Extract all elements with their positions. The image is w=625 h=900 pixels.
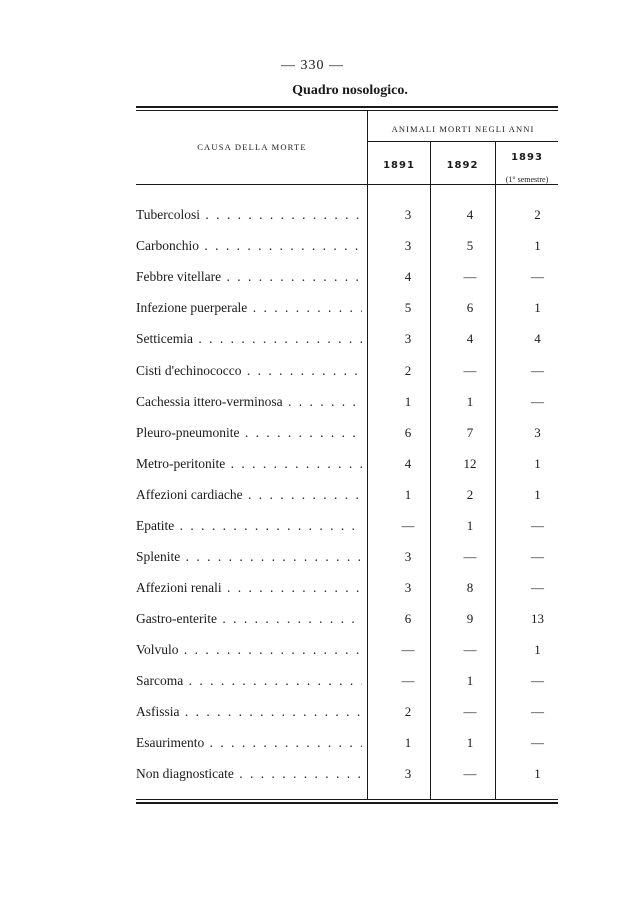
table-row — [0, 238, 625, 258]
value-1891: — — [401, 518, 415, 533]
value-1893: 1 — [534, 642, 541, 657]
value-1892: — — [463, 642, 477, 657]
cause-label: Splenite . . . — [136, 549, 362, 565]
value-1891: 6 — [404, 425, 412, 440]
cause-label: Affezioni renali . . . — [136, 580, 362, 596]
header-cause: CAUSA DELLA MORTE — [197, 142, 307, 152]
table-row — [0, 300, 625, 320]
group-underline — [368, 141, 558, 142]
value-1893: — — [531, 704, 544, 719]
table-row — [0, 735, 625, 755]
table-row — [0, 580, 625, 600]
value-1893: 1 — [534, 766, 541, 781]
value-1891: 6 — [404, 611, 412, 626]
value-1893: 4 — [534, 331, 541, 346]
value-1892: — — [463, 766, 477, 781]
table-row — [0, 331, 625, 351]
value-1893: 2 — [534, 207, 541, 222]
value-1891: 3 — [404, 549, 412, 564]
value-1892: 1 — [466, 673, 474, 688]
value-1891: 1 — [404, 394, 412, 409]
value-1891: 2 — [404, 704, 412, 719]
cause-label: Sarcoma . . . — [136, 673, 362, 689]
table-row — [0, 269, 625, 289]
value-1893: 1 — [534, 487, 541, 502]
value-1891: — — [401, 673, 415, 688]
value-1893: — — [531, 518, 544, 533]
value-1892: 4 — [466, 331, 474, 346]
header-year-group: ANIMALI MORTI NEGLI ANNI — [391, 124, 535, 134]
cause-label: Gastro-enterite . . . — [136, 611, 362, 627]
top-rule-thin — [136, 110, 558, 111]
table-row — [0, 518, 625, 538]
value-1893: — — [531, 735, 544, 750]
value-1893: 13 — [531, 611, 544, 626]
cause-label: Affezioni cardiache . . . — [136, 487, 362, 503]
cause-label: Tubercolosi . . . — [136, 207, 362, 223]
value-1892: 2 — [466, 487, 474, 502]
table-row — [0, 394, 625, 414]
value-1892: — — [463, 363, 477, 378]
value-1892: 12 — [463, 456, 477, 471]
table-title: Quadro nosologico. — [292, 83, 408, 98]
value-1891: 1 — [404, 735, 412, 750]
value-1893: — — [531, 673, 544, 688]
value-1892: 1 — [466, 518, 474, 533]
value-1892: 7 — [466, 425, 474, 440]
value-1891: 4 — [404, 269, 412, 284]
bottom-rule-thick — [136, 802, 558, 804]
value-1891: 3 — [404, 238, 412, 253]
header-year-1893-note: (1° semestre) — [505, 175, 549, 184]
value-1892: 1 — [466, 735, 474, 750]
header-year-1891: 1891 — [383, 160, 415, 171]
value-1891: — — [401, 642, 415, 657]
value-1891: 3 — [404, 766, 412, 781]
value-1891: 2 — [404, 363, 412, 378]
value-1892: 5 — [466, 238, 474, 253]
table-row — [0, 363, 625, 383]
cause-label: Cachessia ittero-verminosa . . . — [136, 394, 362, 410]
cause-label: Febbre vitellare . . . — [136, 269, 362, 285]
cause-label: Infezione puerperale . . . — [136, 300, 362, 316]
value-1893: 3 — [534, 425, 541, 440]
value-1892: 1 — [466, 394, 474, 409]
value-1891: 4 — [404, 456, 412, 471]
bottom-rule-thin — [136, 799, 558, 800]
top-rule-thick — [136, 106, 558, 108]
table-row — [0, 766, 625, 786]
table-row — [0, 673, 625, 693]
table-row — [0, 704, 625, 724]
header-year-1893: 1893 — [511, 152, 543, 163]
value-1892: 6 — [466, 300, 474, 315]
page-number: — 330 — — [281, 58, 344, 73]
table-row — [0, 549, 625, 569]
cause-label: Non diagnosticate . . . — [136, 766, 362, 782]
table-row — [0, 611, 625, 631]
cause-label: Epatite . . . — [136, 518, 362, 534]
value-1893: — — [531, 269, 544, 284]
cause-label: Cisti d'echinococco . . . — [136, 363, 362, 379]
value-1893: — — [531, 394, 544, 409]
value-1893: 1 — [534, 456, 541, 471]
cause-label: Metro-peritonite . . . — [136, 456, 362, 472]
cause-label: Asfissia . . . — [136, 704, 362, 720]
value-1893: — — [531, 580, 544, 595]
cause-label: Pleuro-pneumonite . . . — [136, 425, 362, 441]
table-row — [0, 207, 625, 227]
cause-label: Volvulo . . . — [136, 642, 362, 658]
value-1892: 9 — [466, 611, 474, 626]
value-1892: 4 — [466, 207, 474, 222]
value-1893: 1 — [534, 300, 541, 315]
header-year-1892: 1892 — [446, 160, 479, 171]
value-1891: 3 — [404, 207, 412, 222]
value-1892: 8 — [466, 580, 474, 595]
value-1892: — — [463, 549, 477, 564]
table-row — [0, 456, 625, 476]
value-1891: 1 — [404, 487, 412, 502]
value-1892: — — [463, 269, 477, 284]
table-row — [0, 642, 625, 662]
table-row — [0, 487, 625, 507]
value-1892: — — [463, 704, 477, 719]
cause-label: Esaurimento . . . — [136, 735, 362, 751]
value-1893: — — [531, 363, 544, 378]
value-1893: — — [531, 549, 544, 564]
cause-label: Setticemia . . . — [136, 331, 362, 347]
value-1891: 5 — [404, 300, 412, 315]
table-row — [0, 425, 625, 445]
cause-label: Carbonchio . . . — [136, 238, 362, 254]
value-1891: 3 — [404, 580, 412, 595]
value-1891: 3 — [404, 331, 412, 346]
value-1893: 1 — [534, 238, 541, 253]
